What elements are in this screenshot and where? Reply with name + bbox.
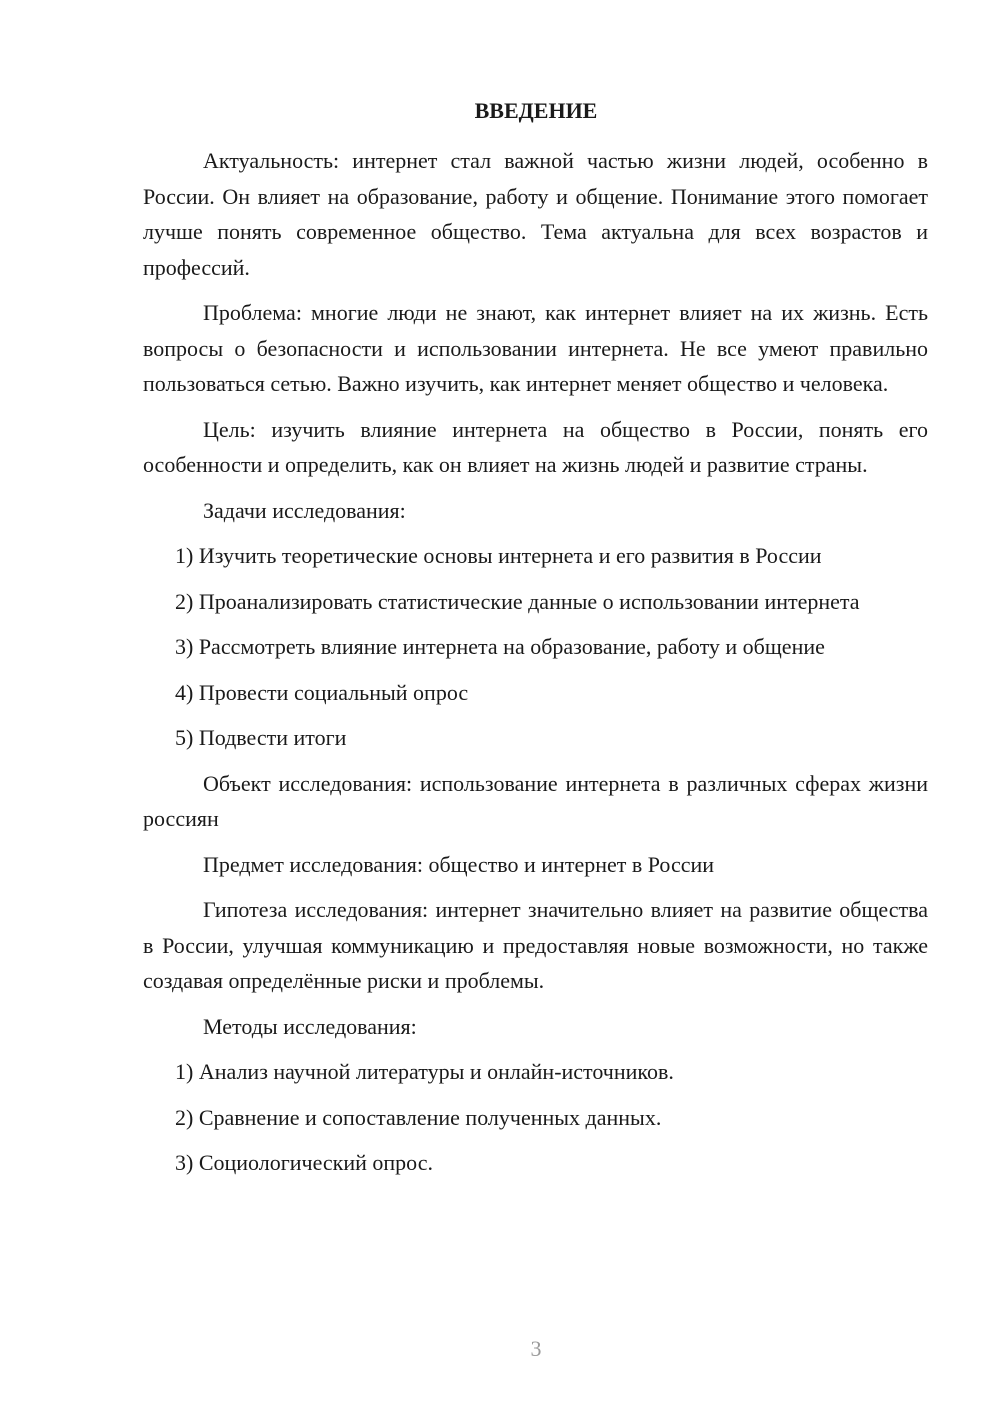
task-item: 1) Изучить теоретические основы интернета и его развития в России	[175, 543, 822, 568]
task-item: 2) Проанализировать статистические данные о использовании интернета	[175, 588, 860, 614]
method-item: 2) Сравнение и сопоставление полученных данных.	[175, 1104, 662, 1130]
paragraph-hypothesis: Гипотеза исследования: интернет значительно влияет на развитие общества в России, улучшая коммуникацию и предоставляя новые возможности, но также создавая определённые риски и проблемы.	[143, 897, 928, 993]
paragraph-object: Объект исследования: использование интернета в различных сферах жизни россиян	[143, 770, 928, 831]
section-heading: ВВЕДЕНИЕ	[474, 98, 598, 123]
tasks-label: Задачи исследования:	[203, 497, 406, 523]
paragraph-subject: Предмет исследования: общество и интернет в России	[203, 851, 715, 877]
task-item: 5) Подвести итоги	[175, 725, 347, 750]
method-item: 1) Анализ научной литературы и онлайн-источников.	[175, 1059, 674, 1084]
document-body	[143, 143, 928, 1191]
paragraph-goal: Цель: изучить влияние интернета на общество в России, понять его особенности и определить, как он влияет на жизнь людей и развитие страны.	[143, 416, 928, 477]
methods-label: Методы исследования:	[203, 1013, 417, 1039]
paragraph-relevance: Актуальность: интернет стал важной частью жизни людей, особенно в России. Он влияет на образование, работу и общение. Понимание этого помогает лучше понять современное общество. Тема актуальна для всех возрастов и профессий.	[143, 148, 928, 280]
task-item: 3) Рассмотреть влияние интернета на образование, работу и общение	[175, 634, 825, 659]
method-item: 3) Социологический опрос.	[175, 1150, 433, 1175]
task-item: 4) Провести социальный опрос	[175, 679, 469, 705]
page-number: 3	[530, 1336, 542, 1361]
paragraph-problem: Проблема: многие люди не знают, как интернет влияет на их жизнь. Есть вопросы о безопасности и использовании интернета. Не все умеют правильно пользоваться сетью. Важно изучить, как интернет меняет общество и человека.	[143, 300, 928, 396]
